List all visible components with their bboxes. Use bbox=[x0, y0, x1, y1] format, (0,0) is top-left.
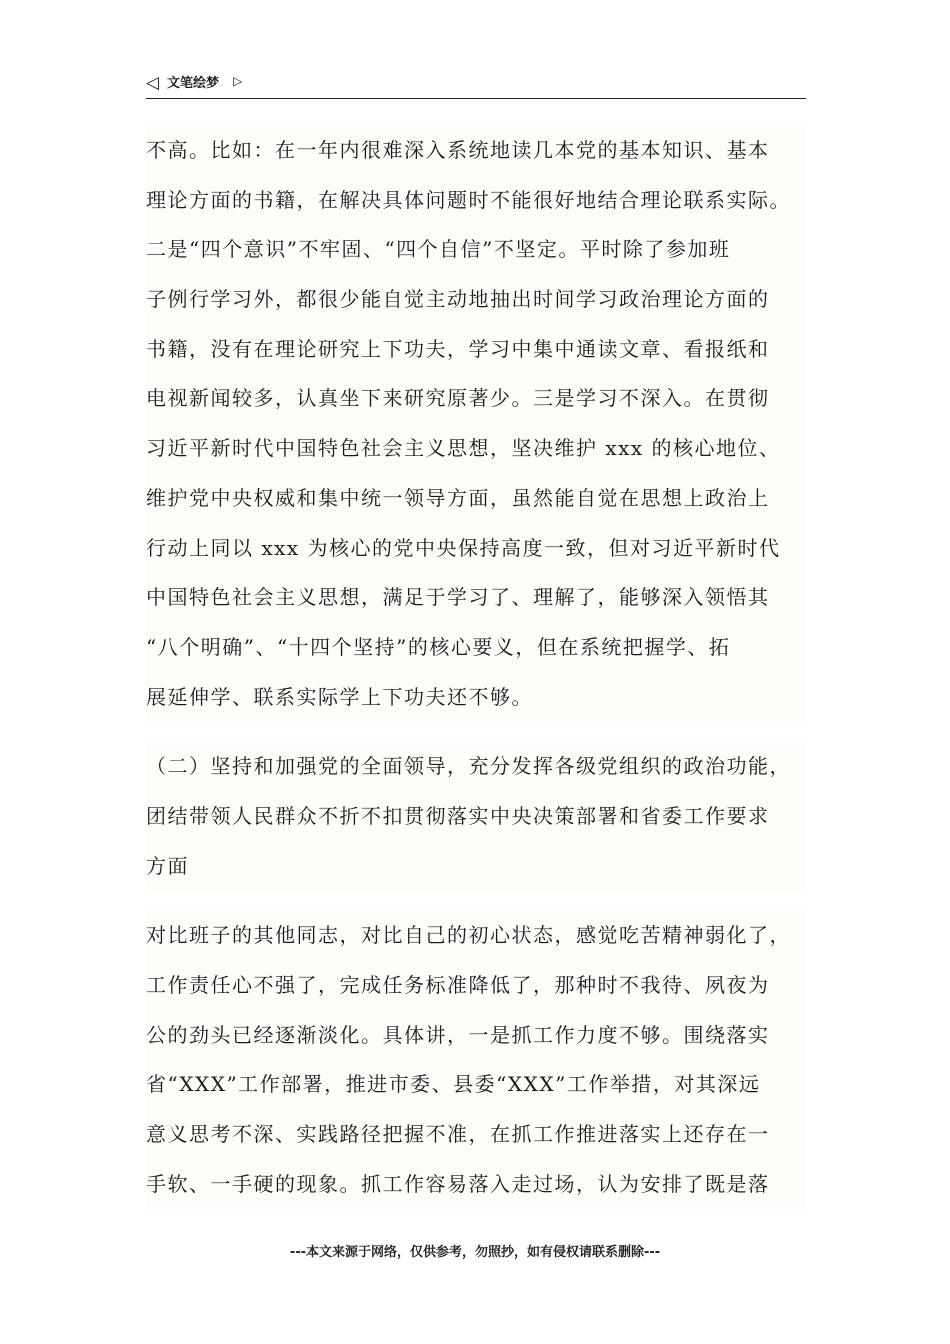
page-header bbox=[146, 70, 806, 99]
text-line: 行动上同以 xxx 为核心的党中央保持高度一致，但对习近平新时代 bbox=[146, 535, 781, 560]
text-line: “八个明确”、“十四个坚持”的核心要义，但在系统把握学、拓 bbox=[146, 634, 731, 659]
text-line: 不高。比如：在一年内很难深入系统地读几本党的基本知识、基本 bbox=[146, 138, 770, 162]
heading-line: 团结带领人民群众不折不扣贯彻落实中央决策部署和省委工作要求 bbox=[146, 803, 770, 828]
text-line: 中国特色社会主义思想，满足于学习了、理解了，能够深入领悟其 bbox=[146, 585, 770, 610]
heading-line: 方面 bbox=[146, 853, 189, 878]
text-line: 习近平新时代中国特色社会主义思想，坚决维护 xxx 的核心地位、 bbox=[146, 436, 781, 461]
text-line: 省“XXX”工作部署，推进市委、县委“XXX”工作举措，对其深远 bbox=[146, 1072, 761, 1097]
text-line: 理论方面的书籍，在解决具体问题时不能很好地结合理论联系实际。 bbox=[146, 187, 791, 212]
text-line: 电视新闻较多，认真坐下来研究原著少。三是学习不深入。在贯彻 bbox=[146, 386, 770, 411]
text-line: 展延伸学、联系实际学上下功夫还不够。 bbox=[146, 684, 533, 709]
text-line: 二是“四个意识”不牢固、“四个自信”不坚定。平时除了参加班 bbox=[146, 237, 731, 262]
heading-line: （二）坚持和加强党的全面领导，充分发挥各级党组织的政治功能， bbox=[146, 754, 791, 779]
right-triangle-icon: ▷ bbox=[233, 74, 243, 88]
header-title: 文笔绘梦 bbox=[167, 76, 220, 91]
text-line: 维护党中央权威和集中统一领导方面，虽然能自觉在思想上政治上 bbox=[146, 485, 770, 510]
text-line: 公的劲头已经逐渐淡化。具体讲，一是抓工作力度不够。围绕落实 bbox=[146, 1022, 770, 1047]
paragraph-comparison bbox=[146, 911, 806, 1209]
text-line: 意义思考不深、实践路径把握不准，在抓工作推进落实上还存在一 bbox=[146, 1122, 770, 1147]
text-line: 对比班子的其他同志，对比自己的初心状态，感觉吃苦精神弱化了， bbox=[146, 923, 791, 948]
paragraph-gap bbox=[146, 722, 806, 742]
paragraph-gap bbox=[146, 891, 806, 911]
text-line: 手软、一手硬的现象。抓工作容易落入走过场，认为安排了既是落 bbox=[146, 1171, 770, 1196]
text-line: 书籍，没有在理论研究上下功夫，学习中集中通读文章、看报纸和 bbox=[146, 336, 770, 361]
text-line: 工作责任心不强了，完成任务标准降低了，那种时不我待、夙夜为 bbox=[146, 973, 770, 997]
document-body bbox=[146, 126, 806, 1209]
section-heading bbox=[146, 742, 806, 891]
paragraph-study bbox=[146, 126, 806, 722]
left-triangle-icon: ◁ bbox=[146, 73, 160, 93]
text-line: 子例行学习外，都很少能自觉主动地抽出时间学习政治理论方面的 bbox=[146, 287, 770, 312]
footer-notice: ---本文来源于网络，仅供参考，勿照抄，如有侵权请联系删除--- bbox=[289, 1245, 661, 1260]
